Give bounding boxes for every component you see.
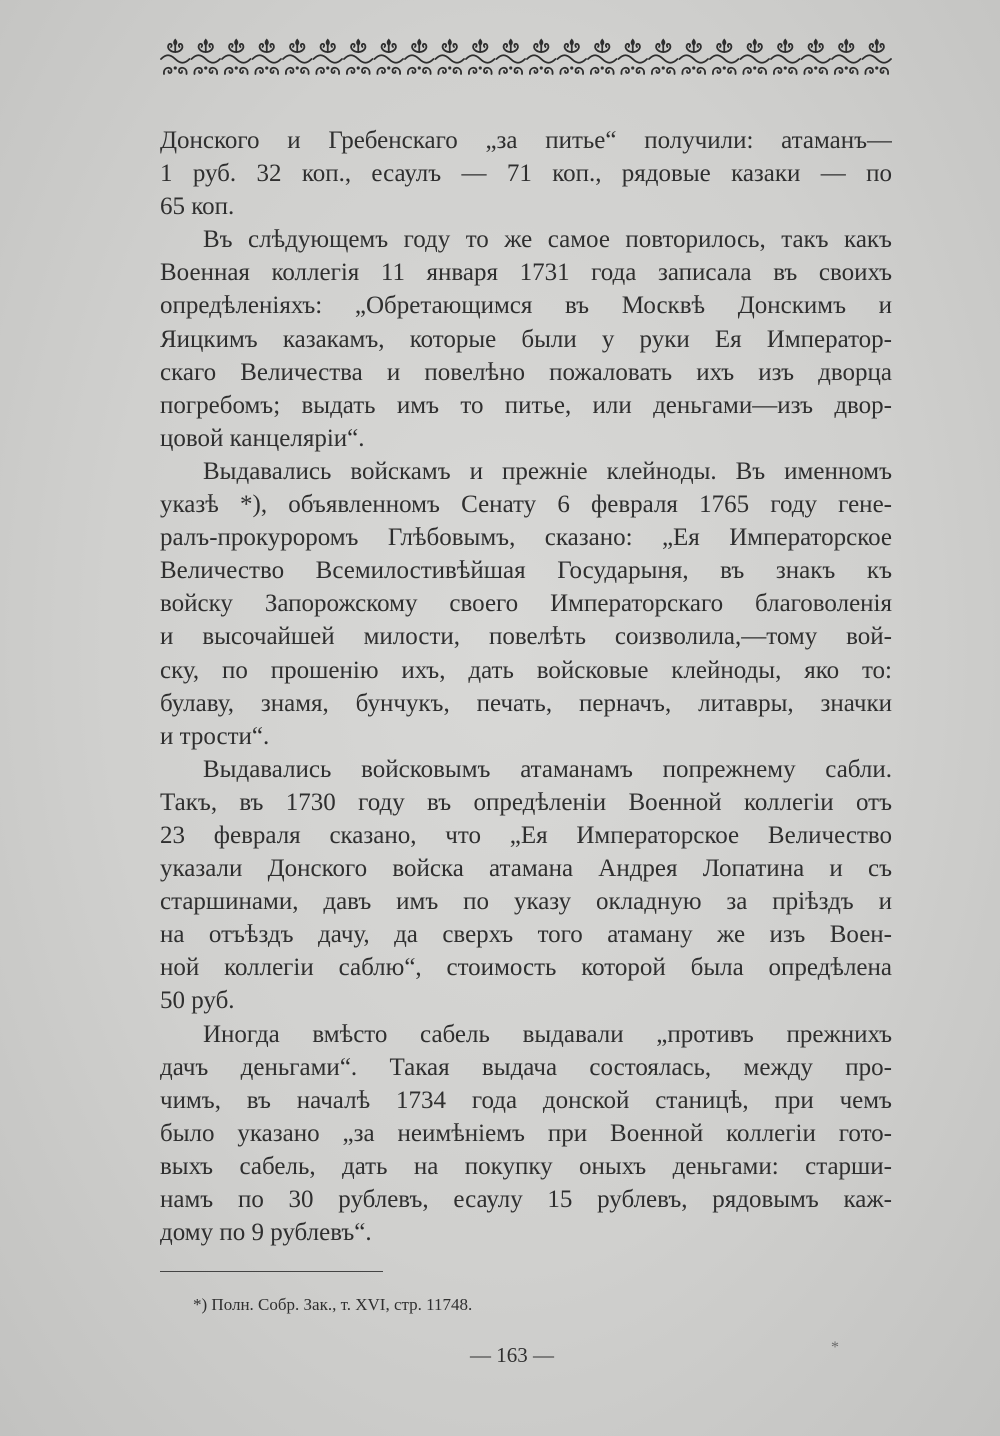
text-line: было указано „за неимѣніемъ при Военной коллегіи гото-: [160, 1119, 892, 1147]
text-line: 65 коп.: [160, 193, 235, 221]
paragraph: [160, 223, 892, 455]
text-line: Такъ, въ 1730 году въ опредѣленіи Военной коллегіи отъ: [160, 788, 892, 816]
text-line: Въ слѣдующемъ году то же самое повторилось, такъ какъ: [203, 226, 892, 254]
text-line: чимъ, въ началѣ 1734 года донской станицѣ, при чемъ: [160, 1086, 892, 1114]
text-line: войску Запорожскому своего Императорскаго благоволенія: [160, 590, 892, 618]
text-line: Донского и Гребенскаго „за питье“ получили: атаманъ—: [160, 127, 892, 154]
text-line: на отъѣздъ дачу, да сверхъ того атаману же изъ Воен-: [160, 921, 892, 949]
text-line: 1 руб. 32 коп., есаулъ — 71 коп., рядовые казаки — по: [160, 160, 892, 188]
text-line: указали Донского войска атамана Андрея Лопатина и съ: [160, 855, 892, 883]
text-line: Военная коллегія 11 января 1731 года записала въ своихъ: [160, 259, 892, 287]
stray-mark: *: [831, 1339, 839, 1356]
text-line: погребомъ; выдать имъ то питье, или деньгами—изъ двор-: [160, 391, 892, 419]
text-line: и трости“.: [160, 722, 270, 750]
text-line: ралъ-прокуроромъ Глѣбовымъ, сказано: „Ея Императорское: [160, 524, 892, 552]
text-line: булаву, знамя, бунчукъ, печать, перначъ, литавры, значки: [160, 689, 892, 717]
footnote-rule: [160, 1271, 383, 1272]
paragraph: [160, 455, 892, 753]
text-line: Яицкимъ казакамъ, которые были у руки Ея Император-: [160, 325, 892, 353]
text-line: скаго Величества и повелѣно пожаловать ихъ изъ дворца: [160, 358, 892, 386]
text-line: Выдавались войскамъ и прежніе клейноды. Въ именномъ: [203, 457, 892, 485]
footnote: *) Полн. Собр. Зак., т. XVI, стр. 11748.: [193, 1295, 473, 1314]
text-line: цовой канцеляріи“.: [160, 424, 365, 452]
text-line: старшинами, давъ имъ по указу окладную за пріѣздъ и: [160, 888, 892, 916]
text-line: и высочайшей милости, повелѣть соизволила,—тому вой-: [160, 623, 892, 651]
paragraph: [160, 753, 892, 1018]
text-line: 50 руб.: [160, 987, 235, 1015]
text-line: Величество Всемилостивѣйшая Государыня, въ знакъ къ: [160, 557, 892, 585]
text-line: намъ по 30 рублевъ, есаулу 15 рублевъ, рядовымъ каж-: [160, 1186, 892, 1213]
text-line: выхъ сабель, дать на покупку оныхъ деньгами: старши-: [160, 1152, 892, 1180]
paragraph: [160, 1018, 892, 1250]
text-line: дому по 9 рублевъ“.: [160, 1219, 372, 1247]
page-number: — 163 —: [470, 1343, 554, 1367]
text-line: ску, по прошенію ихъ, дать войсковые клейноды, яко то:: [160, 656, 892, 684]
header-ornament: [160, 38, 892, 78]
paragraph: [160, 124, 892, 223]
text-line: 23 февраля сказано, что „Ея Императорское Величество: [160, 821, 892, 849]
text-line: опредѣленіяхъ: „Обретающимся въ Москвѣ Донскимъ и: [160, 292, 892, 320]
text-line: Иногда вмѣсто сабель выдавали „противъ прежнихъ: [203, 1020, 892, 1048]
text-line: указѣ *), объявленномъ Сенату 6 февраля 1765 году гене-: [160, 491, 892, 519]
text-line: дачъ деньгами“. Такая выдача состоялась, между про-: [160, 1053, 892, 1081]
text-line: Выдавались войсковымъ атаманамъ попрежнему сабли.: [203, 755, 892, 783]
body-text: [160, 124, 892, 1249]
text-line: ной коллегіи саблю“, стоимость которой была опредѣлена: [160, 954, 892, 982]
